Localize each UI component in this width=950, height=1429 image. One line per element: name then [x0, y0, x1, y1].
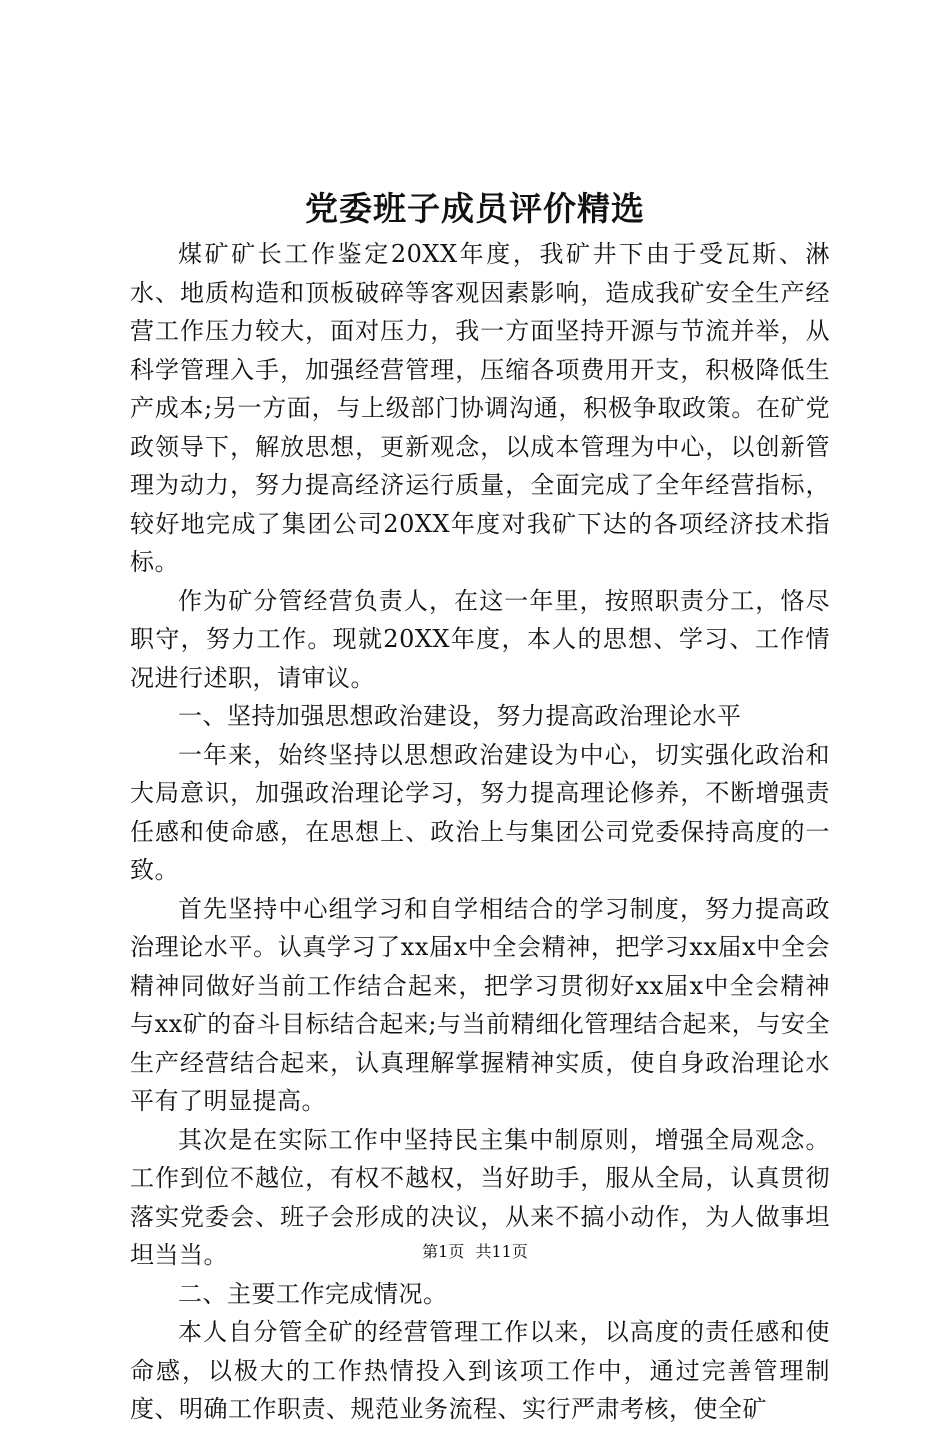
paragraph-4: 首先坚持中心组学习和自学相结合的学习制度，努力提高政治理论水平。认真学习了xx届x中全会精神，把学习xx届x中全会精神同做好当前工作结合起来，把学习贯彻好xx届x中全会精神与xx矿的奋斗目标结合起来;与当前精细化管理结合起来，与安全生产经营结合起来，认真理解掌握精神实质，使自身政治理论水平有了明显提高。 [130, 894, 830, 1115]
page-total: 共11页 [475, 1242, 528, 1261]
section-heading-2: 二、主要工作完成情况。 [178, 1279, 448, 1308]
paragraph-5: 其次是在实际工作中坚持民主集中制原则，增强全局观念。工作到位不越位，有权不越权，当好助手，服从全局，认真贯彻落实党委会、班子会形成的决议，从来不搞小动作，为人做事坦坦当当。 [130, 1125, 830, 1269]
paragraph-6: 本人自分管全矿的经营管理工作以来，以高度的责任感和使命感，以极大的工作热情投入到该项工作中，通过完善管理制度、明确工作职责、规范业务流程、实行严肃考核，使全矿 [130, 1318, 830, 1423]
page-footer [0, 1240, 950, 1264]
paragraph-3: 一年来，始终坚持以思想政治建设为中心，切实强化政治和大局意识，加强政治理论学习，努力提高理论修养，不断增强责任感和使命感，在思想上、政治上与集团公司党委保持高度的一致。 [130, 740, 830, 884]
section-heading-1: 一、坚持加强思想政治建设，努力提高政治理论水平 [178, 702, 742, 730]
page-number: 第1页 [422, 1242, 465, 1261]
paragraph-1: 煤矿矿长工作鉴定20XX年度，我矿井下由于受瓦斯、淋水、地质构造和顶板破碎等客观因素影响，造成我矿安全生产经营工作压力较大，面对压力，我一方面坚持开源与节流并举，从科学管理入手，加强经营管理，压缩各项费用开支，积极降低生产成本;另一方面，与上级部门协调沟通，积极争取政策。在矿党政领导下，解放思想，更新观念，以成本管理为中心，以创新管理为动力，努力提高经济运行质量，全面完成了全年经营指标，较好地完成了集团公司20XX年度对我矿下达的各项经济技术指标。 [130, 240, 830, 576]
document-title: 党委班子成员评价精选 [305, 189, 645, 228]
paragraph-2: 作为矿分管经营负责人，在这一年里，按照职责分工，恪尽职守，努力工作。现就20XX年度，本人的思想、学习、工作情况进行述职，请审议。 [130, 586, 830, 692]
